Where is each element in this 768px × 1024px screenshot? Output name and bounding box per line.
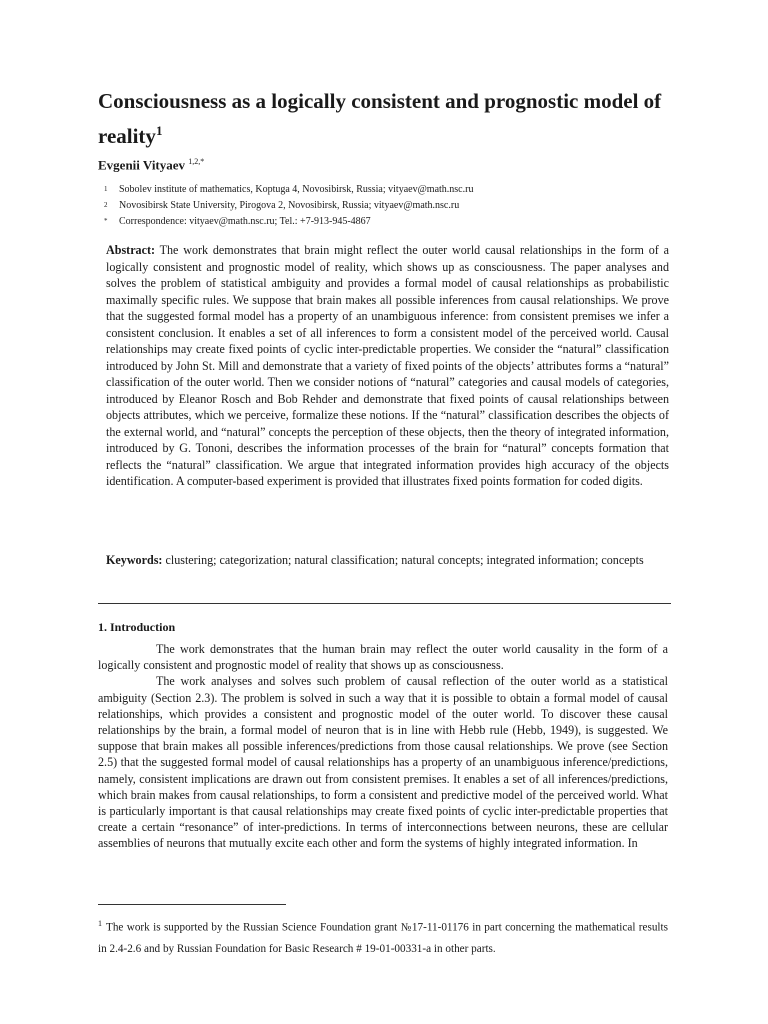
section-divider [98, 603, 671, 604]
affiliation-item [104, 182, 664, 198]
affiliation-mark: 2 [104, 201, 108, 209]
paper-title [98, 86, 678, 151]
affiliation-item [104, 198, 664, 214]
abstract-label: Abstract: [106, 243, 156, 257]
correspondence-item [104, 214, 664, 230]
keywords [106, 552, 669, 569]
footnote-divider [98, 904, 286, 905]
affiliation-mark: 1 [104, 185, 108, 193]
footnote-mark: 1 [98, 919, 102, 928]
footnote-text: The work is supported by the Russian Science Foundation grant №17-11-01176 in part concerning the mathematical results in 2.4-2.6 and by Russian Foundation for Basic Research # 19-01-00331-a in other parts. [98, 921, 668, 955]
title-text: Consciousness as a logically consistent and prognostic model of reality [98, 89, 662, 148]
footnote [98, 913, 668, 960]
intro-paragraph: The work demonstrates that the human brain may reflect the outer world causality in the form of a logically consistent and prognostic model of reality that shows up as consciousness. [98, 642, 668, 673]
affiliation-text: Sobolev institute of mathematics, Koptuga 4, Novosibirsk, Russia; vityaev@math.nsc.ru [119, 184, 474, 195]
title-footnote-mark: 1 [155, 123, 163, 138]
author-line [98, 157, 204, 173]
author-name: Evgenii Vityaev [98, 157, 186, 173]
keywords-text: clustering; categorization; natural classification; natural concepts; integrated information; concepts [165, 553, 644, 567]
affiliations-list [104, 182, 664, 230]
abstract-text: The work demonstrates that brain might reflect the outer world causal relationships in the form of a logically consistent and prognostic model of reality, which shows up as consciousness. The paper analyses and solves the problem of statistical ambiguity and provides a formal model of causal relationships as probabilistic maximally specific rules. We suppose that brain makes all possible inferences from causal relationships. We prove that the suggested formal model has a property of an unambiguous inference: from consistent premises we infer a consistent conclusion. It enables a set of all inferences to form a consistent model of the perceived world. Causal relationships may create fixed points of cyclic inter-predictable properties. We consider the “natural” classification introduced by John St. Mill and demonstrate that a variety of fixed points of the objects’ attributes forms a “natural” classification of the outer world. Then we consider notions of “natural” categories and causal models of categories, introduced by Eleanor Rosch and Bob Rehder and demonstrate that fixed points of causal relationships between objects attributes, which we perceive, formalize these notions. If the “natural” classification describes the objects of the external world, and “natural” concepts the perception of these objects, then the theory of integrated information, introduced by G. Tononi, describes the information processes of the brain for “natural” concepts formation that reflects the “natural” classification. We argue that integrated information provides high accuracy of the objects identification. A computer-based experiment is provided that illustrates fixed points formation for coded digits. [106, 243, 669, 488]
affiliation-mark: * [104, 217, 108, 225]
correspondence-text: Correspondence: vityaev@math.nsc.ru; Tel.: +7-913-945-4867 [119, 216, 371, 227]
author-affiliation-marks: 1,2,* [188, 157, 205, 166]
affiliation-text: Novosibirsk State University, Pirogova 2, Novosibirsk, Russia; vityaev@math.nsc.ru [119, 200, 460, 211]
introduction-body [98, 641, 668, 852]
keywords-label: Keywords: [106, 553, 163, 567]
intro-paragraph: The work analyses and solves such problem of causal reflection of the outer world as a statistical ambiguity (Section 2.3). The problem is solved in such a way that it is possible to obtain a formal model of causal relationships, which provides a consistent and prognostic model of the outer world. To discover these causal relationships by the brain, a formal model of neuron that is in line with Hebb rule (Hebb, 1949), is suggested. We suppose that brain makes all possible inferences/predictions from those causal relationships. We prove (see Section 2.5) that the suggested formal model of causal relationships has a property of an unambiguous inference/predictions, namely, consistent implications are drawn out from consistent premises. It enables a set of all inferences/predictions, which brain makes from causal relationships, to form a consistent and predictive model of the perceived world. What is particularly important is that causal relationships may create fixed points of cyclic inter-predictable properties that create a certain “resonance” of inter-predictions. In terms of interconnections between neurons, these are cellular assemblies of neurons that mutually excite each other and form the systems of highly integrated information. In [98, 674, 668, 851]
abstract [106, 242, 669, 490]
section-heading: 1. Introduction [98, 620, 176, 634]
